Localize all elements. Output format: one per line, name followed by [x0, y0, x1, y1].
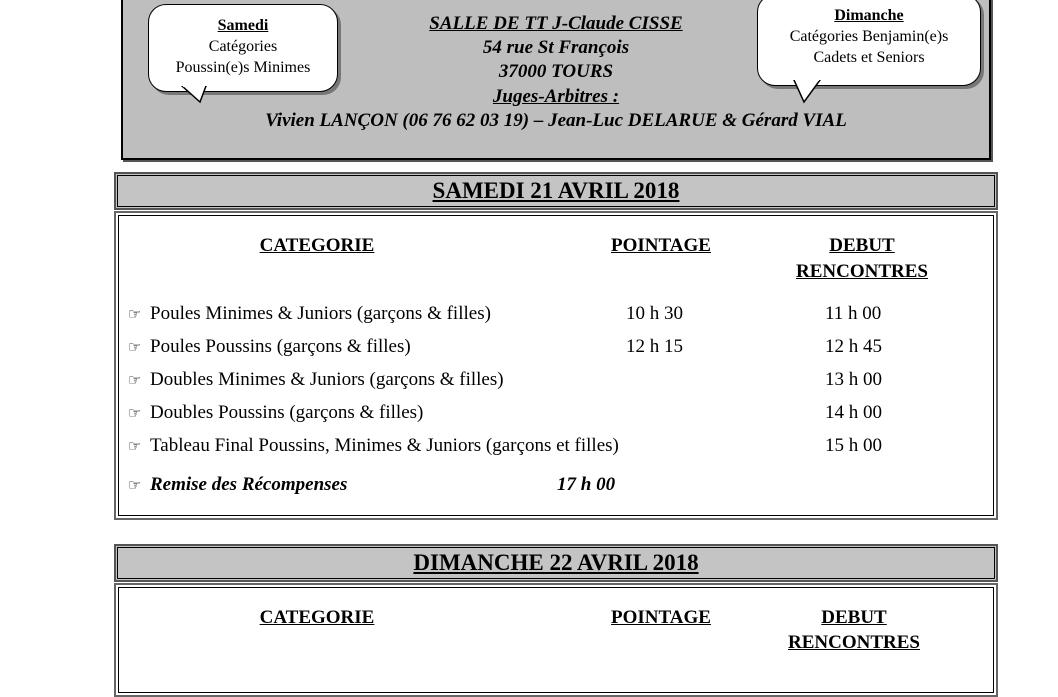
- col-header-rencontres: RENCONTRES: [788, 632, 920, 653]
- saturday-title: SAMEDI 21 AVRIL 2018: [432, 178, 680, 203]
- row-pointage: 10 h 30: [626, 303, 683, 324]
- col-header-pointage: POINTAGE: [611, 235, 711, 256]
- pointing-hand-icon: ☞: [128, 371, 142, 389]
- row-category: Poules Minimes & Juniors (garçons & filles): [150, 303, 491, 324]
- bubble-tail: [790, 80, 830, 104]
- pointing-hand-icon: ☞: [128, 404, 142, 422]
- pointing-hand-icon: ☞: [128, 305, 142, 323]
- referees-names: Vivien LANÇON (06 76 62 03 19) – Jean-Luc DELARUE & Gérard VIAL: [265, 110, 847, 131]
- bubble-line: Cadets et Seniors: [813, 49, 925, 66]
- row-category: Tableau Final Poussins, Minimes & Juniors (garçons et filles): [150, 435, 619, 456]
- col-header-debut: DEBUT: [821, 607, 887, 628]
- col-header-rencontres: RENCONTRES: [796, 261, 928, 282]
- saturday-title-bar: [114, 172, 998, 210]
- sunday-callout-bubble: [757, 0, 981, 86]
- bubble-line: Catégories Benjamin(e)s: [789, 28, 949, 45]
- table-row: [128, 398, 423, 428]
- row-category: Doubles Poussins (garçons & filles): [150, 402, 424, 423]
- pointing-hand-icon: ☞: [128, 338, 142, 356]
- table-row: [128, 332, 411, 362]
- col-header-category: CATEGORIE: [259, 607, 375, 628]
- table-row: [128, 299, 491, 329]
- col-header-pointage: POINTAGE: [611, 607, 711, 628]
- col-header-debut: DEBUT: [829, 235, 895, 256]
- col-header-category: CATEGORIE: [259, 235, 375, 256]
- bubble-title: Samedi: [217, 17, 269, 34]
- row-debut: 12 h 45: [825, 336, 882, 357]
- venue-name: SALLE DE TT J-Claude CISSE: [429, 13, 683, 34]
- row-category: Doubles Minimes & Juniors (garçons & filles): [150, 369, 504, 390]
- referees-label: Juges-Arbitres :: [492, 86, 620, 107]
- sunday-title-bar: [114, 544, 998, 582]
- saturday-callout-bubble: [148, 4, 338, 92]
- awards-row: [128, 470, 347, 500]
- row-category: Poules Poussins (garçons & filles): [150, 336, 411, 357]
- row-debut: 11 h 00: [825, 303, 882, 324]
- table-row: [128, 431, 619, 461]
- bubble-title: Dimanche: [834, 7, 904, 24]
- row-pointage: 12 h 15: [626, 336, 683, 357]
- bubble-line: Catégories: [208, 38, 278, 55]
- table-row: [128, 365, 504, 395]
- pointing-hand-icon: ☞: [128, 476, 142, 494]
- row-debut: 15 h 00: [825, 435, 882, 456]
- row-debut: 14 h 00: [825, 402, 882, 423]
- pointing-hand-icon: ☞: [128, 437, 142, 455]
- sunday-title: DIMANCHE 22 AVRIL 2018: [413, 550, 699, 575]
- awards-label: Remise des Récompenses: [150, 474, 348, 495]
- bubble-line: Poussin(e)s Minimes: [175, 59, 311, 76]
- row-debut: 13 h 00: [825, 369, 882, 390]
- venue-street: 54 rue St François: [482, 37, 630, 58]
- awards-time: 17 h 00: [557, 474, 616, 495]
- venue-city: 37000 TOURS: [498, 61, 614, 82]
- bubble-tail: [180, 86, 220, 104]
